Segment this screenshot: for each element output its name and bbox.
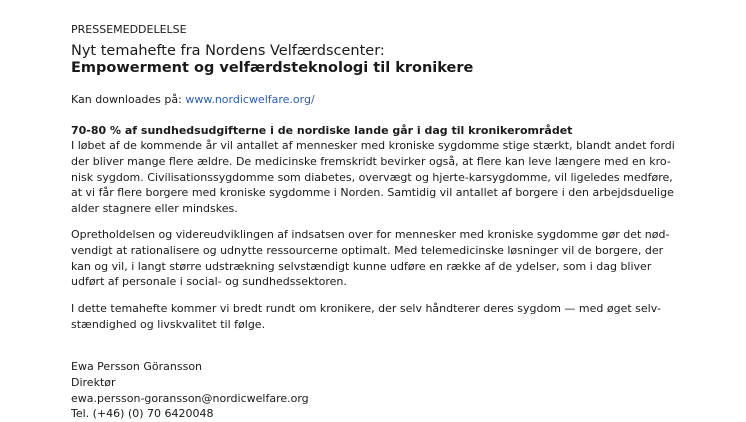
paragraph-line: I løbet af de kommende år vil antallet af mennesker med kroniske sygdomme stige stærkt, blandt andet fordi (71, 139, 675, 152)
paragraph-line: alder stagnere eller mindskes. (71, 202, 238, 216)
paragraph-2 (71, 227, 691, 290)
paragraph-line: kan og vil, i langt større udstrækning selvstændigt kunne udføre en række af de ydelser, som i dag bliver (71, 259, 652, 273)
paragraph-line: Opretholdelsen og videreudviklingen af indsatsen over for mennesker med kroniske sygdomme gør det nød- (71, 228, 670, 241)
paragraph-line: stændighed og livskvalitet til følge. (71, 317, 266, 331)
paragraph-line: udført af personale i social- og sundhedssektoren. (71, 275, 347, 289)
paragraph-line: der bliver mange flere ældre. De medicinske fremskridt bevirker også, at flere kan leve længere med en kro- (71, 154, 671, 168)
paragraph-1 (71, 138, 691, 217)
paragraph-line: nisk sygdom. Civilisationssygdomme som diabetes, overvægt og hjerte-karsygdomme, vil ligeledes medføre, (71, 170, 673, 184)
document-type-label: PRESSEMEDDELELSE (71, 23, 187, 36)
download-line (71, 93, 315, 106)
signature-email[interactable]: ewa.persson-goransson@nordicwelfare.org (71, 391, 309, 405)
paragraph-line: at vi får flere borgere med kroniske sygdomme i Norden. Samtidig vil antallet af borgere i den arbejdsduelige (71, 186, 674, 200)
press-release-title: Empowerment og velfærdsteknologi til kronikere (71, 60, 474, 76)
section-heading: 70-80 % af sundhedsudgifterne i de nordiske lande går i dag til kronikerområdet (71, 124, 573, 137)
signature-block (71, 359, 309, 422)
download-link[interactable]: www.nordicwelfare.org/ (185, 93, 315, 106)
signature-name: Ewa Persson Göransson (71, 360, 203, 373)
signature-phone: Tel. (+46) (0) 70 6420048 (71, 407, 214, 421)
paragraph-line: I dette temahefte kommer vi bredt rundt om kronikere, der selv håndterer deres sygdom — med øget selv- (71, 302, 661, 315)
paragraph-3 (71, 301, 691, 333)
press-release-subtitle: Nyt temahefte fra Nordens Velfærdscenter: (71, 43, 385, 59)
signature-role: Direktør (71, 375, 116, 389)
download-prefix: Kan downloades på: (71, 93, 182, 106)
paragraph-line: vendigt at rationalisere og udnytte ressourcerne optimalt. Med telemedicinske løsninger vil de borgere, der (71, 243, 664, 257)
